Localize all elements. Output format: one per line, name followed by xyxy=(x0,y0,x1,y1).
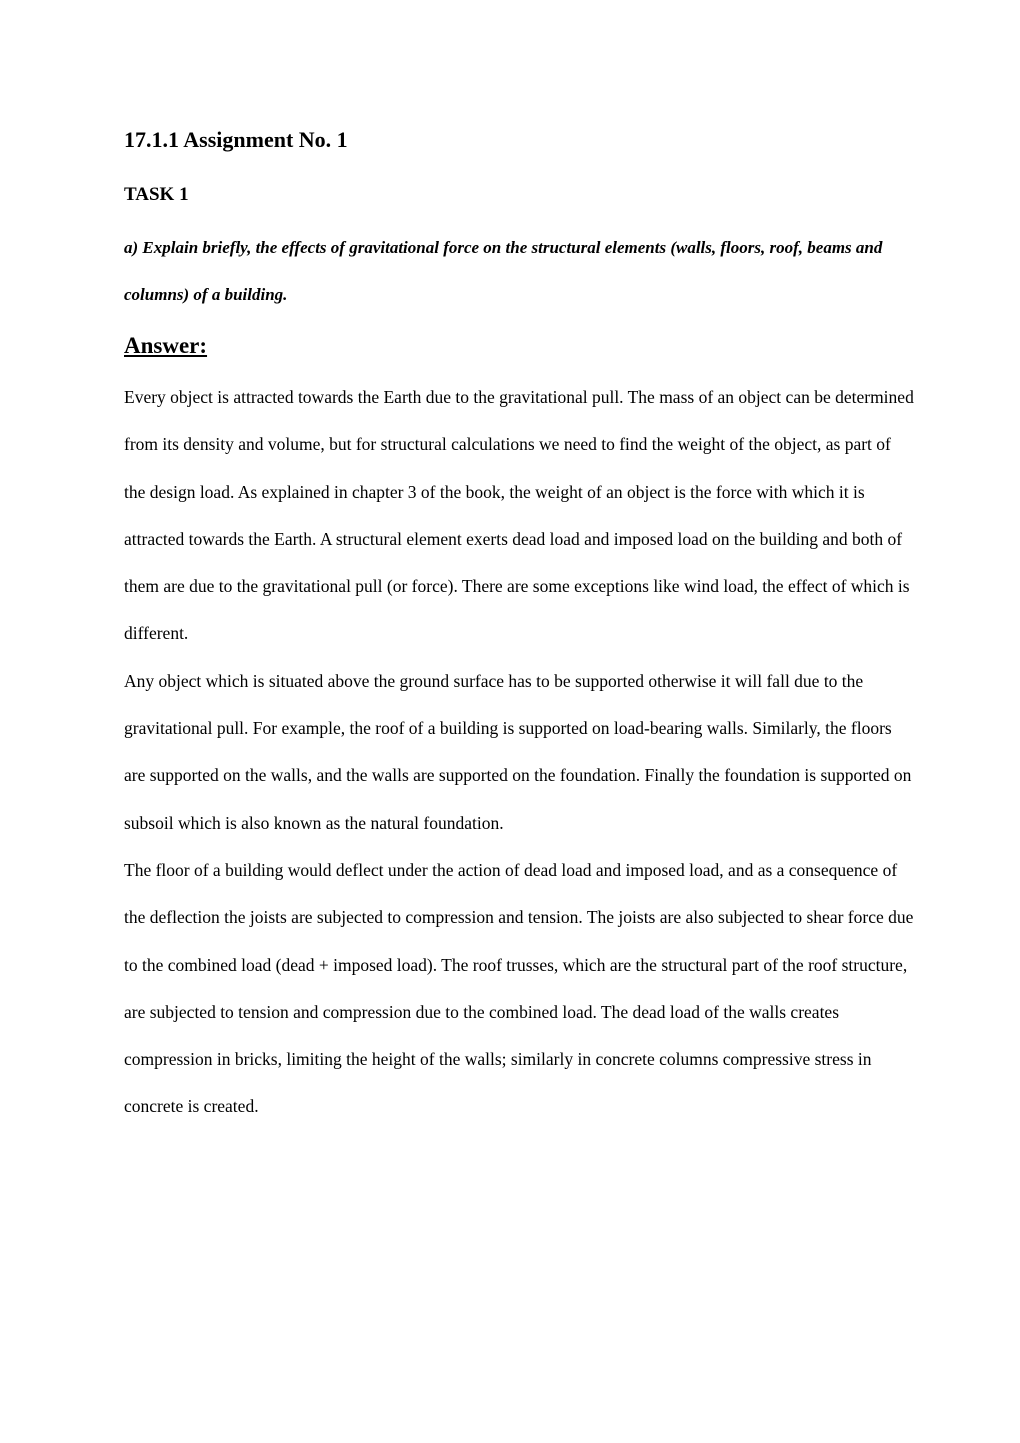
question-text: a) Explain briefly, the effects of gravitational force on the structural elements (walls, floors, roof, beams and columns) of a building. xyxy=(124,238,883,304)
answer-paragraph-3: The floor of a building would deflect under the action of dead load and imposed load, and as a consequence of the deflection the joists are subjected to compression and tension. The joists are also subjected to shear force due to the combined load (dead + imposed load). The roof trusses, which are the structural part of the roof structure, are subjected to tension and compression due to the combined load. The dead load of the walls creates compression in bricks, limiting the height of the walls; similarly in concrete columns compressive stress in concrete is created. xyxy=(124,859,914,1117)
document-body xyxy=(124,126,914,1131)
task-heading: TASK 1 xyxy=(124,184,189,205)
answer-paragraph-1: Every object is attracted towards the Earth due to the gravitational pull. The mass of an object can be determined from its density and volume, but for structural calculations we need to find the weight of the object, as part of the design load. As explained in chapter 3 of the book, the weight of an object is the force with which it is attracted towards the Earth. A structural element exerts dead load and imposed load on the building and both of them are due to the gravitational pull (or force). There are some exceptions like wind load, the effect of which is different. xyxy=(124,387,914,644)
answer-paragraph-2: Any object which is situated above the ground surface has to be supported otherwise it will fall due to the gravitational pull. For example, the roof of a building is supported on load-bearing walls. Similarly, the floors are supported on the walls, and the walls are supported on the foundation. Finally the foundation is supported on subsoil which is also known as the natural foundation. xyxy=(124,670,912,833)
section-title: 17.1.1 Assignment No. 1 xyxy=(124,127,348,152)
answer-heading: Answer: xyxy=(124,333,208,358)
